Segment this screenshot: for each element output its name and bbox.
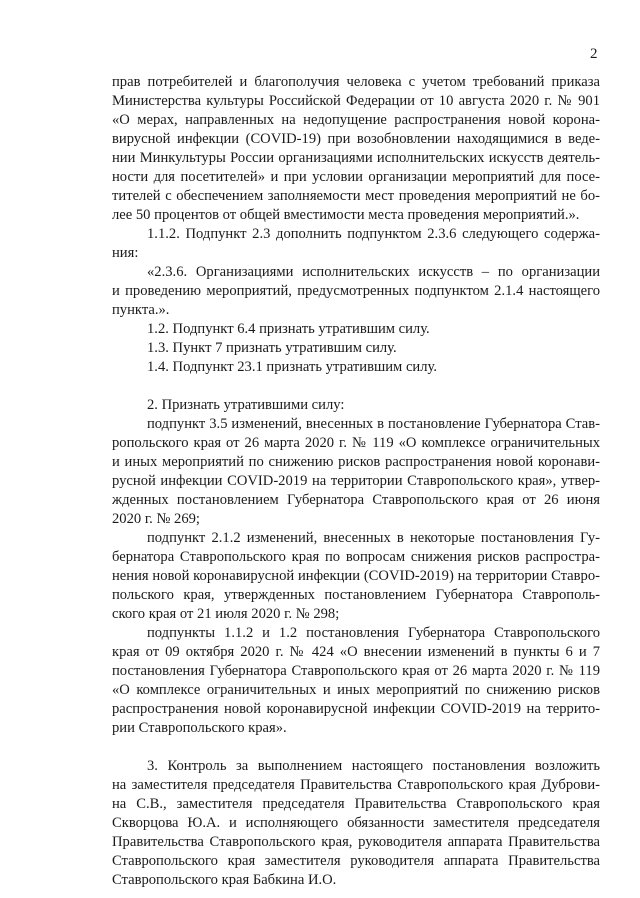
text-line: 1.2. Подпункт 6.4 признать утратившим силу. [147, 321, 430, 337]
text-line: «2.3.6. Организациями исполнительских искусств – по организации [147, 264, 600, 280]
text-line: нения новой коронавирусной инфекции (COVID-2019) на территории Ставро- [112, 568, 600, 584]
text-line: рии Ставропольского края». [112, 720, 287, 736]
text-line: Ставропольского края заместителя руководителя аппарата Правительства [112, 853, 600, 869]
text-line: нии Минкультуры России организациями исполнительских искусств деятель- [112, 150, 600, 166]
text-line: бернатора Ставропольского края по вопросам снижения рисков распростра- [112, 549, 600, 565]
text-line: и проведению мероприятий, предусмотренных подпунктом 2.1.4 настоящего [112, 283, 600, 299]
text-line: 3. Контроль за выполнением настоящего постановления возложить [147, 758, 600, 774]
text-line: «О мерах, направленных на недопущение распространения новой корона- [112, 112, 600, 128]
text-line: постановления Губернатора Ставропольского края от 26 марта 2020 г. № 119 [112, 663, 600, 679]
text-line: пункта.». [112, 302, 170, 318]
text-line: русной инфекции COVID-2019 на территории Ставропольского края», утвер- [112, 473, 600, 489]
text-line: Правительства Ставропольского края, руководителя аппарата Правительства [112, 834, 600, 850]
text-line: Скворцова Ю.А. и исполняющего обязанности заместителя председателя [112, 815, 600, 831]
text-line: Министерства культуры Российской Федерации от 10 августа 2020 г. № 901 [112, 93, 600, 109]
text-line: жденных постановлением Губернатора Ставропольского края от 26 июня [112, 492, 600, 508]
text-line: лее 50 процентов от общей вместимости места проведения мероприятий.». [112, 207, 580, 223]
text-line: вирусной инфекции (COVID-19) при возобновлении находящимися в веде- [112, 131, 600, 147]
text-line: 2020 г. № 269; [112, 511, 200, 527]
text-line: 1.3. Пункт 7 признать утратившим силу. [147, 340, 397, 356]
text-line: ского края от 21 июля 2020 г. № 298; [112, 606, 340, 622]
text-line: распространения новой коронавирусной инфекции COVID-2019 на террито- [112, 701, 600, 717]
text-line: и иных мероприятий по снижению рисков распространения новой коронави- [112, 454, 600, 470]
text-line: на С.В., заместителя председателя Правительства Ставропольского края [112, 796, 600, 812]
text-line: прав потребителей и благополучия человека с учетом требований приказа [112, 74, 600, 90]
text-line: ния: [112, 245, 139, 261]
text-line: Ставропольского края Бабкина И.О. [112, 872, 337, 888]
text-line: 2. Признать утратившими силу: [147, 397, 345, 413]
text-line: подпункты 1.1.2 и 1.2 постановления Губернатора Ставропольского [147, 625, 600, 641]
text-line: 1.1.2. Подпункт 2.3 дополнить подпунктом 2.3.6 следующего содержа- [147, 226, 600, 242]
text-line: на заместителя председателя Правительства Ставропольского края Дуброви- [112, 777, 600, 793]
page-number: 2 [590, 46, 598, 62]
text-line: подпункт 3.5 изменений, внесенных в постановление Губернатора Став- [147, 416, 600, 432]
text-line: 1.4. Подпункт 23.1 признать утратившим силу. [147, 359, 437, 375]
text-line: подпункт 2.1.2 изменений, внесенных в некоторые постановления Гу- [147, 530, 600, 546]
text-line: польского края, утвержденных постановлением Губернатора Ставрополь- [112, 587, 600, 603]
text-line: «О комплексе ограничительных и иных мероприятий по снижению рисков [112, 682, 600, 698]
text-line: ропольского края от 26 марта 2020 г. № 119 «О комплексе ограничительных [112, 435, 600, 451]
text-line: тителей с обеспечением заполняемости мест проведения мероприятий не бо- [112, 188, 600, 204]
text-line: ности для посетителей» и при условии организации мероприятий для посе- [112, 169, 600, 185]
text-line: края от 09 октября 2020 г. № 424 «О внесении изменений в пункты 6 и 7 [112, 644, 600, 660]
